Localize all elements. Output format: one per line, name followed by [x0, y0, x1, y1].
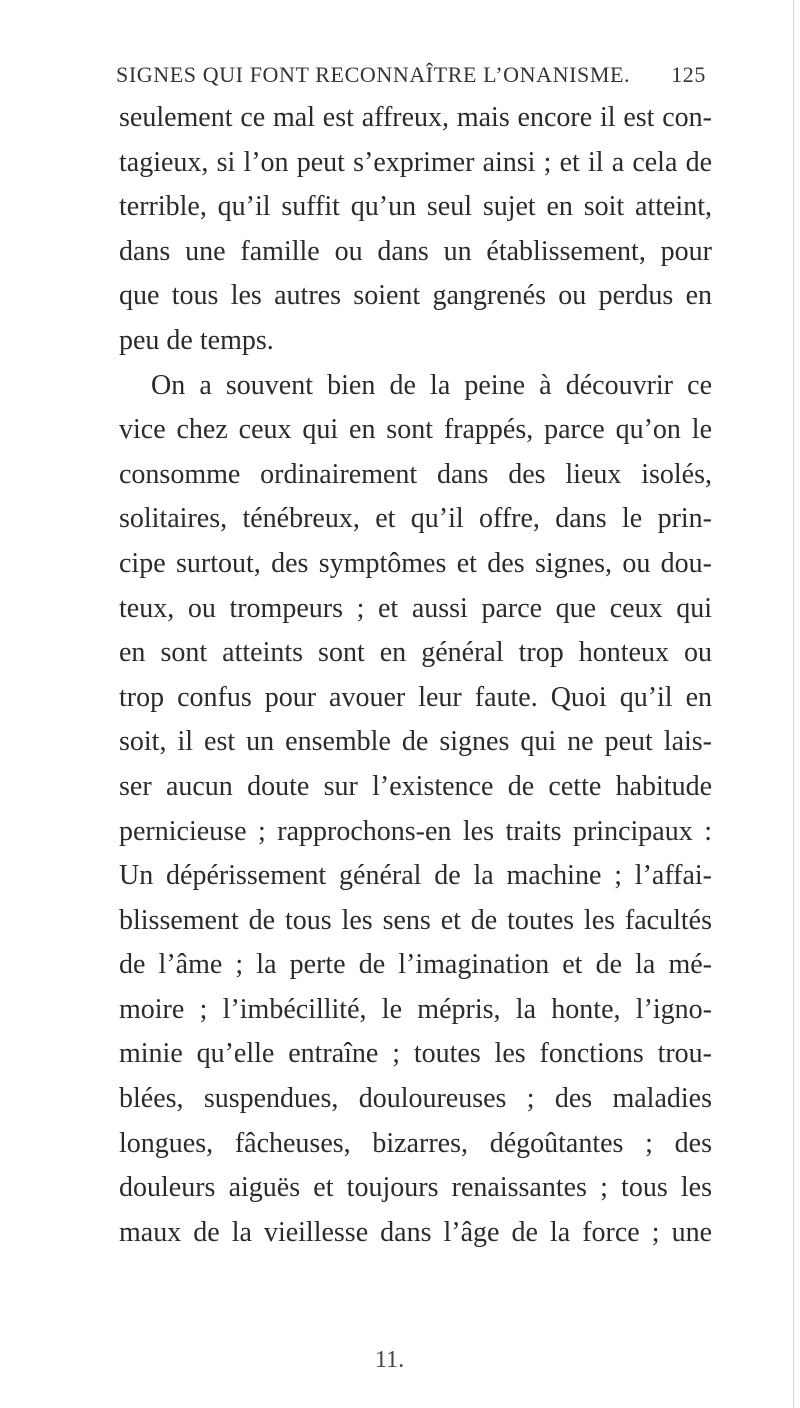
page-edge-divider [793, 0, 794, 1408]
text-line: longues, fâcheuses, bizarres, dégoûtantes ; des [119, 1127, 712, 1159]
body-text [119, 96, 712, 1255]
paragraph-start-line: On a souvent bien de la peine à découvrir ce [151, 369, 712, 401]
text-line: blées, suspendues, douloureuses ; des maladies [119, 1083, 712, 1115]
text-line: terrible, qu’il suffit qu’un seul sujet en soit atteint, [119, 191, 712, 223]
text-line: peu de temps. [119, 324, 274, 356]
text-line: trop confus pour avouer leur faute. Quoi qu’il en [119, 681, 712, 713]
text-line: tagieux, si l’on peut s’exprimer ainsi ; et il a cela de [119, 146, 712, 178]
page-number: 125 [671, 62, 706, 87]
text-line: vice chez ceux qui en sont frappés, parce qu’on le [119, 414, 712, 446]
text-line: maux de la vieillesse dans l’âge de la force ; une [119, 1216, 712, 1248]
text-line: teux, ou trompeurs ; et aussi parce que ceux qui [119, 592, 712, 624]
running-title: SIGNES QUI FONT RECONNAÎTRE L’ONANISME. [116, 62, 631, 87]
text-line: de l’âme ; la perte de l’imagination et de la mé- [119, 949, 712, 981]
text-line: en sont atteints sont en général trop honteux ou [119, 637, 712, 669]
text-line: blissement de tous les sens et de toutes les facultés [119, 904, 712, 936]
text-line: consomme ordinairement dans des lieux isolés, [119, 458, 712, 490]
text-line: douleurs aiguës et toujours renaissantes ; tous les [119, 1172, 712, 1204]
text-line: pernicieuse ; rapprochons-en les traits principaux : [119, 815, 712, 847]
text-line: que tous les autres soient gangrenés ou perdus en [119, 280, 712, 312]
text-line: cipe surtout, des symptômes et des signes, ou dou- [119, 547, 712, 579]
signature-mark: 11. [375, 1347, 405, 1373]
text-line: moire ; l’imbécillité, le mépris, la honte, l’igno- [119, 993, 712, 1025]
text-line: dans une famille ou dans un établissement, pour [119, 235, 712, 267]
text-line: minie qu’elle entraîne ; toutes les fonctions trou- [119, 1038, 712, 1070]
text-line: Un dépérissement général de la machine ; l’affai- [119, 860, 712, 892]
text-line: ser aucun doute sur l’existence de cette habitude [119, 770, 712, 802]
text-line: seulement ce mal est affreux, mais encore il est con- [119, 102, 712, 133]
text-line: solitaires, ténébreux, et qu’il offre, dans le prin- [119, 503, 712, 535]
text-line: soit, il est un ensemble de signes qui ne peut lais- [119, 726, 712, 758]
